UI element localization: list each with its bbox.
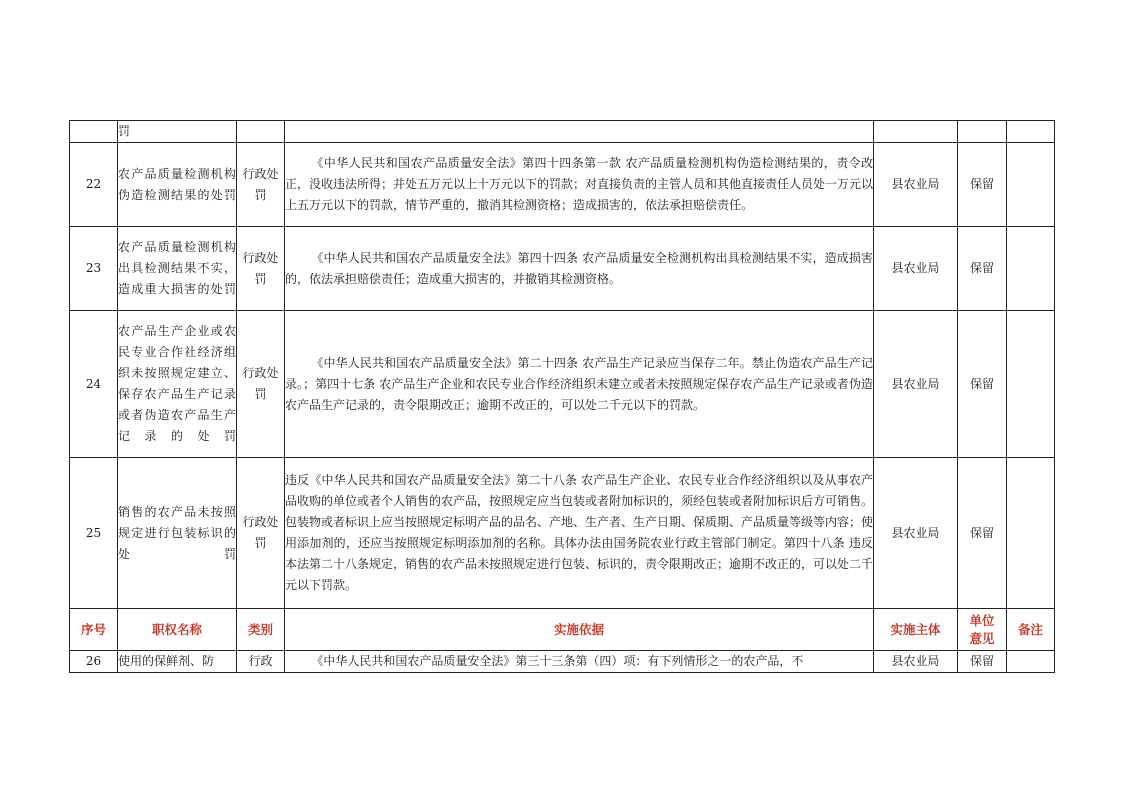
- remark: [1007, 458, 1055, 609]
- table-row: [70, 143, 1055, 227]
- header-opinion: 单位意见: [958, 609, 1007, 651]
- legal-basis: 《中华人民共和国农产品质量安全法》第二十四条 农产品生产记录应当保存二年。禁止伪造农产品生产记录。；第四十七条 农产品生产企业和农民专业合作经济组织未建立或者未按照规定保存农产品生产记录或者伪造农产品生产记录的，责令限期改正；逾期不改正的，可以处二千元以下的罚款。: [285, 355, 873, 412]
- row-number: 23: [70, 227, 118, 311]
- header-subject: 实施主体: [874, 609, 958, 651]
- category: 行政处罚: [237, 227, 285, 311]
- implementing-subject: 县农业局: [874, 227, 958, 311]
- category: 行政处罚: [237, 311, 285, 458]
- authority-name: 农产品生产企业或农民专业合作社经济组织未按照规定建立、保存农产品生产记录或者伪造农产品生产记录的处罚: [118, 311, 237, 458]
- category: 行政处罚: [237, 143, 285, 227]
- header-category: 类别: [237, 609, 285, 651]
- row-number: 25: [70, 458, 118, 609]
- row-number: 24: [70, 311, 118, 458]
- category: [237, 121, 285, 143]
- remark: [1007, 651, 1055, 673]
- header-name: 职权名称: [118, 609, 237, 651]
- header-remark: 备注: [1007, 609, 1055, 651]
- unit-opinion: 保留: [958, 651, 1007, 673]
- authority-name: 销售的农产品未按照规定进行包装标识的处罚: [118, 458, 237, 609]
- legal-basis: 违反《中华人民共和国农产品质量安全法》第二十八条 农产品生产企业、农民专业合作经济组织以及从事农产品收购的单位或者个人销售的农产品，按照规定应当包装或者附加标识的，须经包装或者附加标识后方可销售。包装物或者标识上应当按照规定标明产品的品名、产地、生产者、生产日期、保质期、产品质量等级等内容；使用添加剂的，还应当按照规定标明添加剂的名称。具体办法由国务院农业行政主管部门制定。第四十八条 违反本法第二十八条规定，销售的农产品未按照规定进行包装、标识的，责令限期改正；逾期不改正的，可以处二千元以下罚款。: [285, 473, 874, 592]
- implementing-subject: 县农业局: [874, 651, 958, 673]
- remark: [1007, 311, 1055, 458]
- table-row: [70, 311, 1055, 458]
- implementing-subject: [874, 121, 958, 143]
- unit-opinion: [958, 121, 1007, 143]
- category: 行政处罚: [237, 458, 285, 609]
- unit-opinion: 保留: [958, 458, 1007, 609]
- category: 行政: [237, 651, 285, 673]
- implementing-subject: 县农业局: [874, 311, 958, 458]
- unit-opinion: 保留: [958, 143, 1007, 227]
- remark: [1007, 121, 1055, 143]
- implementing-subject: 县农业局: [874, 143, 958, 227]
- row-number: 26: [70, 651, 118, 673]
- legal-basis: [285, 121, 874, 143]
- authority-name: 罚: [118, 121, 237, 143]
- authority-name: 农产品质量检测机构出具检测结果不实，造成重大损害的处罚: [118, 227, 237, 311]
- authority-name: 农产品质量检测机构伪造检测结果的处罚: [118, 143, 237, 227]
- table-header-row: [70, 609, 1055, 651]
- row-number: 22: [70, 143, 118, 227]
- table-row: [70, 121, 1055, 143]
- legal-basis: 《中华人民共和国农产品质量安全法》第四十四条第一款 农产品质量检测机构伪造检测结果的，责令改正，没收违法所得；并处五万元以上十万元以下的罚款；对直接负责的主管人员和其他直接责任人员处一万元以上五万元以下的罚款，情节严重的，撤消其检测资格；造成损害的，依法承担赔偿责任。: [285, 156, 874, 212]
- table-row: [70, 227, 1055, 311]
- remark: [1007, 143, 1055, 227]
- authority-name: 使用的保鲜剂、防: [118, 654, 215, 668]
- authority-table: [69, 120, 1055, 673]
- remark: [1007, 227, 1055, 311]
- table-row: [70, 458, 1055, 609]
- header-no: 序号: [70, 609, 118, 651]
- unit-opinion: 保留: [958, 311, 1007, 458]
- table-row: [70, 651, 1055, 673]
- legal-basis: 《中华人民共和国农产品质量安全法》第四十四条 农产品质量安全检测机构出具检测结果不实，造成损害的，依法承担赔偿责任；造成重大损害的，并撤销其检测资格。: [285, 250, 873, 286]
- row-number: [70, 121, 118, 143]
- implementing-subject: 县农业局: [874, 458, 958, 609]
- legal-basis: 《中华人民共和国农产品质量安全法》第三十三条第（四）项：有下列情形之一的农产品，不: [311, 654, 804, 668]
- header-basis: 实施依据: [285, 609, 874, 651]
- unit-opinion: 保留: [958, 227, 1007, 311]
